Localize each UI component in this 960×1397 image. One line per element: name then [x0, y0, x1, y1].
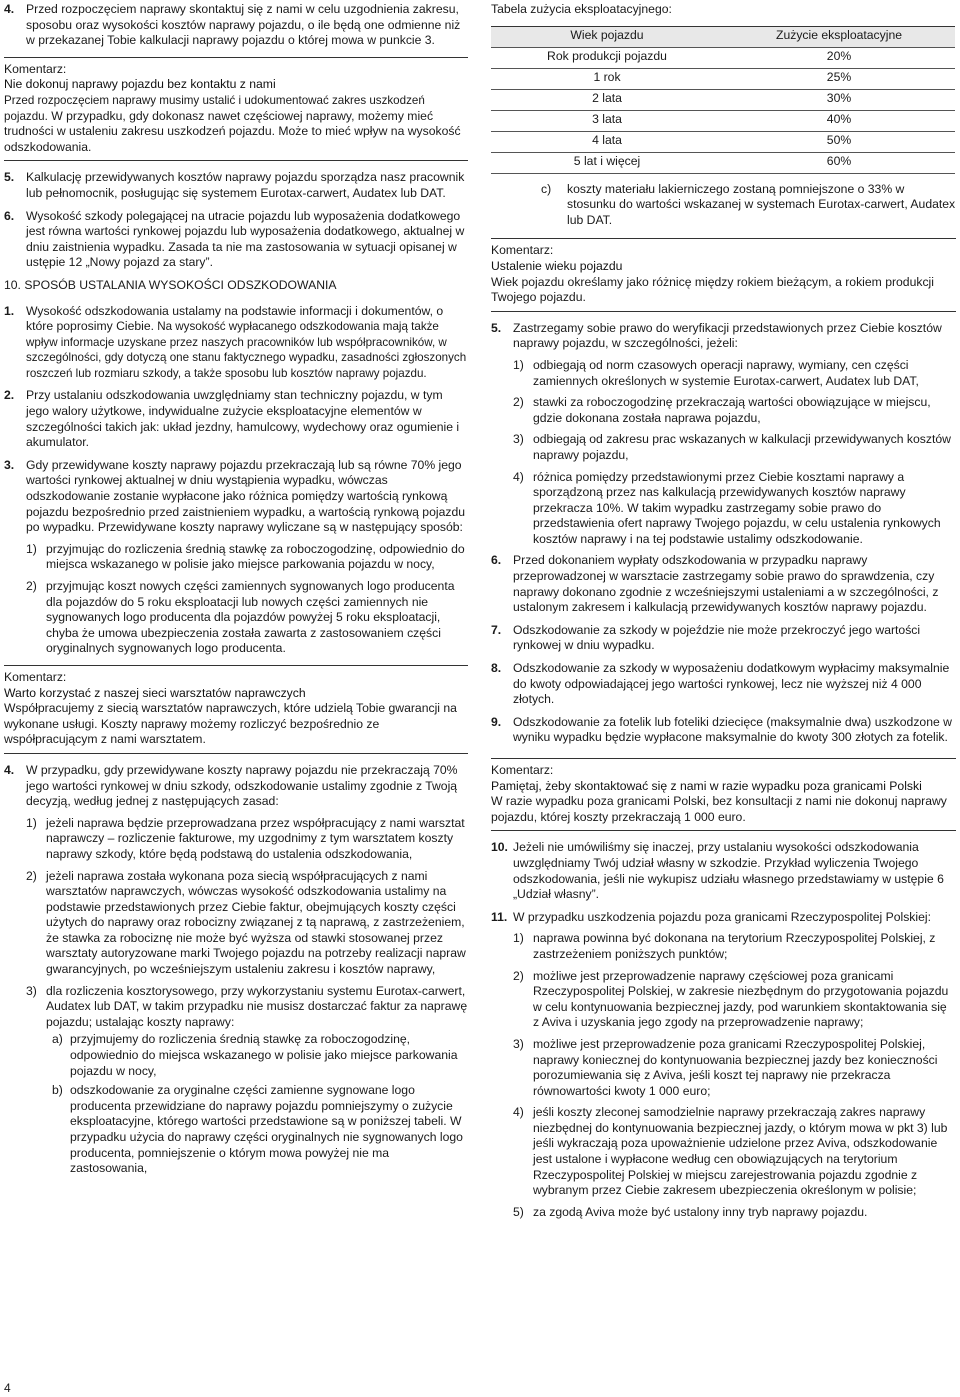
comment-box [491, 758, 956, 831]
clause-text: W przypadku, gdy przewidywane koszty naprawy pojazdu nie przekraczają 70% jego wartości rynkowej w dniu szkody, odszkodowanie ustalimy zgodnie z Twoją decyzją, według jednej z następujących zasad: [26, 762, 458, 809]
table-row [491, 110, 955, 131]
comment-heading: Nie dokonuj naprawy pojazdu bez kontaktu z nami [4, 77, 276, 92]
table-cell: 4 lata [491, 131, 723, 152]
point-number: 4) [513, 1105, 524, 1120]
clause-4-point-3a [4, 1032, 468, 1079]
clause-3 [4, 458, 468, 536]
point-number: 5) [513, 1204, 524, 1219]
point-number: 3) [513, 432, 524, 447]
paragraph-number: 4. [4, 2, 15, 16]
point-number: 4) [513, 469, 524, 484]
point-number: 2) [513, 968, 524, 983]
subpoint-letter: c) [541, 181, 552, 196]
clause-10 [491, 840, 956, 902]
table-header-row [491, 26, 955, 47]
clause-text: Odszkodowanie za szkody w pojeździe nie może przekroczyć jego wartości rynkowej w dniu wypadku. [513, 622, 921, 653]
clause-8 [491, 661, 956, 708]
clause-text-main: Wysokość odszkodowania ustalamy na podstawie informacji i dokumentów, o które poprosimy Ciebie. [26, 303, 444, 334]
clause-11-point-4 [491, 1105, 956, 1199]
point-text: dla rozliczenia kosztorysowego, przy wykorzystaniu systemu Eurotax-carwert, Audatex lub DAT, w takim przypadku nie musisz dostarczać faktur za naprawę pojazdu; ustalając koszty naprawy: [46, 983, 468, 1029]
subpoint-text: koszty materiału lakierniczego zostaną pomniejszone o 33% w stosunku do wartości wskazanej w systemach Eurotax-carwert, Audatex lub DAT. [567, 181, 956, 227]
point-number: 1) [513, 357, 524, 372]
point-number: 1) [26, 541, 37, 556]
clause-number: 11. [491, 909, 508, 924]
comment-box [4, 57, 468, 162]
left-column [4, 2, 468, 1181]
clause-3-point-1 [4, 542, 468, 573]
comment-heading: Ustalenie wieku pojazdu [491, 258, 623, 273]
clause-number: 3. [4, 457, 15, 472]
point-text: możliwe jest przeprowadzenie poza granicami Rzeczypospolitej Polskiej, naprawy koniecznej do kontynuowania bezpiecznej jazdy bez konieczności porozumiewania się z Aviva, jeśli koszt tej naprawy nie przekracza równowartości kwoty 1 000 euro; [533, 1036, 938, 1098]
clause-5-point-1 [491, 358, 956, 389]
paragraph-number: 5. [4, 170, 15, 185]
comment-heading: Warto korzystać z naszej sieci warsztatów naprawczych [4, 685, 306, 700]
comment-text-rest: W przypadku, gdy dokonasz nawet częściowej naprawy, możemy mieć trudności w ustaleniu zakresu uszkodzeń pojazdu. Może to mieć wpływ na wysokość odszkodowania. [4, 108, 461, 154]
clause-number: 10. [491, 840, 508, 855]
table-row [491, 131, 955, 152]
point-text: różnica pomiędzy przedstawionymi przez Ciebie kosztami naprawy a sporządzoną przez nas kalkulacją przewidywanych kosztów naprawy przekracza 10%. W takim wypadku zastrzegamy sobie prawo do przedstawienia ofert naprawy Twojego pojazdu, w celu ustalenia rynkowych kosztów naprawy i na tej podstawie ustalimy odszkodowanie. [533, 469, 941, 546]
clause-5-point-2 [491, 395, 956, 426]
section-heading-10 [4, 278, 468, 294]
clause-text: Jeżeli nie umówiliśmy się inaczej, przy ustalaniu wysokości odszkodowania uwzględniamy Twój udział własny w szkodzie. Przykład wyliczenia Twojego odszkodowania, jeśli nie wykupisz udziału własnego przedstawiamy w ustępie 6 „Udział własny”. [513, 840, 944, 902]
point-number: 3) [26, 983, 37, 998]
point-text: przyjmując koszt nowych części zamiennych sygnowanych logo producenta dla pojazdów do 5 roku eksploatacji lub nowych części zamiennych nie sygnowanych logo producenta dla pojazdów powyżej 5 roku eksploatacji, chyba że umowa ubezpieczenia została zawarta z zastosowaniem części oryginalnych sygnowanych logo producenta. [46, 579, 455, 656]
clause-number: 1. [4, 303, 15, 318]
table-cell: 5 lat i więcej [491, 152, 723, 173]
clause-text: W przypadku uszkodzenia pojazdu poza granicami Rzeczypospolitej Polskiej: [513, 909, 931, 924]
clause-11-point-3 [491, 1037, 956, 1099]
table-cell: 20% [723, 47, 955, 68]
clause-text: Odszkodowanie za fotelik lub foteliki dziecięce (maksymalnie dwa) uszkodzone w wyniku wypadku będzie wypłacone maksymalnie do kwoty 300 złotych za fotelik. [513, 714, 952, 745]
clause-4-point-3 [4, 984, 468, 1031]
clause-text: Odszkodowanie za szkody w wyposażeniu dodatkowym wypłacimy maksymalnie do kwoty odpowiadającej jego wartości rynkowej, lecz nie wyższej niż 4 000 złotych. [513, 661, 950, 707]
clause-number: 7. [491, 622, 502, 637]
paragraph-6 [4, 209, 468, 271]
clause-text [26, 304, 468, 382]
table-cell: Rok produkcji pojazdu [491, 47, 723, 68]
page-number: 4 [4, 1381, 11, 1395]
right-column [491, 2, 956, 1226]
table-row [491, 89, 955, 110]
clause-text: Gdy przewidywane koszty naprawy pojazdu przekraczają lub są równe 70% jego wartości rynkowej aktualnej w dniu wystąpienia wypadku, wówczas odszkodowanie zostanie wypłacone jako różnica pomiędzy wartością rynkową pojazdu bezpośrednio przed zaistnieniem wypadku, a wartością rynkową pojazdu po wypadku. Przewidywane koszty naprawy wyliczane są w następujący sposób: [26, 457, 465, 535]
point-number: 2) [513, 395, 524, 410]
point-text: stawki za roboczogodzinę przekraczają wartości obowiązujące w miejscu, gdzie dokonana została naprawa pojazdu, [533, 395, 931, 425]
table-row [491, 47, 955, 68]
clause-9 [491, 715, 956, 746]
section-number: 10. [4, 277, 21, 292]
clause-6 [491, 553, 956, 615]
comment-label: Komentarz: [4, 669, 67, 684]
comment-label: Komentarz: [4, 61, 67, 76]
point-text: jeżeli naprawa będzie przeprowadzana przez współpracujący z nami warsztat naprawczy – rozliczenie fakturowe, my uzgodnimy z tym warsztatem koszty naprawy szkody, które będą podstawą do ustalenia odszkodowania, [46, 815, 465, 861]
comment-text: Wiek pojazdu określamy jako różnicę między rokiem bieżącym, a rokiem produkcji Twojego pojazdu. [491, 274, 934, 305]
table-header-cell: Zużycie eksploatacyjne [723, 26, 955, 47]
clause-number: 8. [491, 661, 502, 676]
table-row [491, 68, 955, 89]
subpoint-text: przyjmujemy do rozliczenia średnią stawkę za roboczogodzinę, odpowiednio do miejsca wskazanego w polisie jako miejsce parkowania pojazdu w nocy, [70, 1032, 458, 1078]
comment-heading: Pamiętaj, żeby skontaktować się z nami w razie wypadku poza granicami Polski [491, 778, 922, 793]
point-text: naprawa powinna być dokonana na terytorium Rzeczypospolitej Polskiej, z zastrzeżeniem poniższych punktów; [533, 931, 936, 961]
table-cell: 1 rok [491, 68, 723, 89]
point-text: jeżeli naprawa została wykonana poza siecią współpracujących z nami warsztatów naprawczych, wówczas wysokość odszkodowania ustalimy na podstawie przedstawionych przez Ciebie faktur, obejmujących koszty części użytych do naprawy oraz robocizny związanej z tą naprawą, z zastrzeżeniem, że stawka za robociznę nie może być wyższa od stawki stosowanej przez warsztaty autoryzowane marki Twojego pojazdu na potrzeby realizacji napraw gwarancyjnych, po wcześniejszym ustaleniu zakresu i kosztów naprawy, [46, 868, 466, 977]
table-cell: 60% [723, 152, 955, 173]
comment-label: Komentarz: [491, 243, 554, 258]
clause-4-point-3c [491, 182, 956, 229]
paragraph-text: Przed rozpoczęciem naprawy skontaktuj się z nami w celu uzgodnienia zakresu, sposobu oraz wysokości kosztów naprawy pojazdu, o ile będą one odmienne niż w przekazanej Tobie kalkulacji naprawy pojazdu o której mowa w punkcie 3. [26, 2, 461, 48]
table-header-cell: Wiek pojazdu [491, 26, 723, 47]
point-number: 2) [26, 868, 37, 883]
point-number: 1) [513, 931, 524, 946]
clause-text: Przy ustalaniu odszkodowania uwzględniamy stan techniczny pojazdu, w tym jego walory użytkowe, indywidualne zużycie eksploatacyjne elementów w szczególności takich jak: układ jezdny, hamulcowy, wydechowy oraz ogumienie i akumulator. [26, 388, 460, 450]
point-number: 2) [26, 579, 37, 593]
table-cell: 50% [723, 131, 955, 152]
clause-5 [491, 321, 956, 352]
point-number: 1) [26, 815, 37, 830]
comment-box [491, 238, 956, 311]
point-text: odbiegają od zakresu prac wskazanych w kalkulacji przewidywanych kosztów naprawy pojazdu, [533, 432, 951, 462]
point-text: za zgodą Aviva może być ustalony inny tryb naprawy pojazdu. [533, 1204, 868, 1219]
subpoint-text: odszkodowanie za oryginalne części zamienne sygnowane logo producenta przewidziane do naprawy pojazdu pomniejszymy o zużycie eksploatacyjne, którego wartości przedstawione są w poniższej tabeli. W przypadku użycia do naprawy części oryginalnych nie sygnowanych logo producenta, pomniejszenie o którym mowa powyżej nie ma zastosowania, [70, 1083, 463, 1176]
point-text: jeśli koszty zleconej samodzielnie naprawy przekraczają zakres naprawy niezbędnej do kontynuowania bezpiecznej jazdy, o którym mowa w pkt 3) lub jeśli wykraczają poza upoważnienie udzielone przez Aviva, odszkodowanie jest ustalone i wypłacone według cen obowiązujących na terytorium Rzeczypospolitej Polskiej w miejscu zarejestrowania pojazdu zgodnie z wybranym przez Ciebie zakresem ubezpieczenia określonym w polisie; [533, 1105, 948, 1198]
clause-11-point-1 [491, 931, 956, 962]
table-cell: 30% [723, 89, 955, 110]
comment-text: W razie wypadku poza granicami Polski, bez konsultacji z nami nie dokonuj naprawy pojazdu, której koszty przekraczają 1 000 euro. [491, 794, 947, 824]
point-number: 3) [513, 1036, 524, 1051]
clause-11-point-2 [491, 969, 956, 1031]
comment-text-small: Przed rozpoczęciem naprawy musimy ustalić i udokumentować zakres uszkodzeń pojazdu. [4, 93, 425, 123]
clause-4 [4, 763, 468, 810]
clause-2 [4, 388, 468, 450]
clause-text: Zastrzegamy sobie prawo do weryfikacji przedstawionych przez Ciebie kosztów naprawy pojazdu, w szczególności, jeżeli: [513, 320, 942, 351]
point-text: odbiegają od norm czasowych operacji naprawy, wymiany, cen części zamiennych określonych w systemie Eurotax-carwert, Audatex lub DAT, [533, 357, 919, 388]
section-title: SPOSÓB USTALANIA WYSOKOŚCI ODSZKODOWANIA [24, 277, 337, 292]
point-text: przyjmując do rozliczenia średnią stawkę za roboczogodzinę, odpowiednio do miejsca wskazanego w polisie jako miejsce parkowania pojazdu w nocy, [46, 541, 465, 572]
clause-text-small: Na wysokość wypłacanego odszkodowania mają także wpływ informacje uzyskane przez naszych pracowników lub współpracowników, w szczególności, gdy dotyczą one stanu faktycznego wypadku, zasadności zgłoszonych roszczeń lub rozmiaru szkody, a także sposobu lub kosztów naprawy pojazdu. [26, 320, 467, 380]
clause-4-point-2 [4, 869, 468, 978]
table-cell: 2 lata [491, 89, 723, 110]
clause-7 [491, 623, 956, 654]
clause-4-point-3b [4, 1083, 468, 1177]
clause-5-point-3 [491, 432, 956, 463]
paragraph-4 [4, 2, 468, 49]
paragraph-number: 6. [4, 208, 15, 223]
subpoint-letter: a) [52, 1032, 63, 1047]
clause-number: 2. [4, 388, 15, 403]
clause-5-point-4 [491, 470, 956, 548]
clause-11-point-5 [491, 1205, 956, 1221]
comment-label: Komentarz: [491, 763, 554, 777]
clause-number: 5. [491, 320, 502, 335]
comment-text: Współpracujemy z siecią warsztatów naprawczych, które udzielą Tobie gwarancji na wykonane usługi. Koszty naprawy możemy rozliczyć bezpośrednio ze współpracującym z nami warsztatem. [4, 701, 457, 747]
point-text: możliwe jest przeprowadzenie naprawy częściowej poza granicami Rzeczypospolitej Polskiej, w zakresie niezbędnym do przygotowania pojazdu w celu kontynuowania bezpiecznej jazdy, pod warunkiem skontaktowania się z Aviva i uzyskania jego zgody na przeprowadzenie naprawy; [533, 968, 949, 1030]
clause-3-point-2 [4, 579, 468, 657]
usage-table [491, 26, 955, 174]
clause-number: 6. [491, 553, 502, 568]
clause-number: 9. [491, 714, 502, 729]
comment-box [4, 665, 468, 754]
clause-number: 4. [4, 762, 15, 777]
paragraph-text: Wysokość szkody polegającej na utracie pojazdu lub wyposażenia dodatkowego jest równa wartości rynkowej pojazdu lub wyposażenia dodatkowego, aktualnej w dniu zaistnienia wypadku. Zasada ta nie ma zastosowania w sytuacji opisanej w ustępie 12 „Nowy pojazd za stary”. [26, 208, 465, 270]
table-title: Tabela zużycia eksploatacyjnego: [491, 2, 672, 16]
clause-4-point-1 [4, 816, 468, 863]
clause-11 [491, 910, 956, 926]
comment-text [4, 93, 468, 155]
table-cell: 25% [723, 68, 955, 89]
table-cell: 3 lata [491, 110, 723, 131]
clause-text: Przed dokonaniem wypłaty odszkodowania w przypadku naprawy przeprowadzonej w warsztacie zastrzegamy sobie prawo do sprawdzenia, czy naprawy dokonano zgodnie z wcześniejszymi ustaleniami a w szczególności, z ustalonym zakresem i kalkulacją przewidywanych kosztów naprawy pojazdu. [513, 553, 939, 615]
subpoint-letter: b) [52, 1083, 63, 1098]
table-row [491, 152, 955, 173]
table-cell: 40% [723, 110, 955, 131]
paragraph-5 [4, 170, 468, 201]
paragraph-text: Kalkulację przewidywanych kosztów naprawy pojazdu sporządza nasz pracownik lub pełnomocnik, posługując się systemem Eurotax-carwert, Audatex lub DAT. [26, 170, 465, 200]
clause-1 [4, 304, 468, 382]
